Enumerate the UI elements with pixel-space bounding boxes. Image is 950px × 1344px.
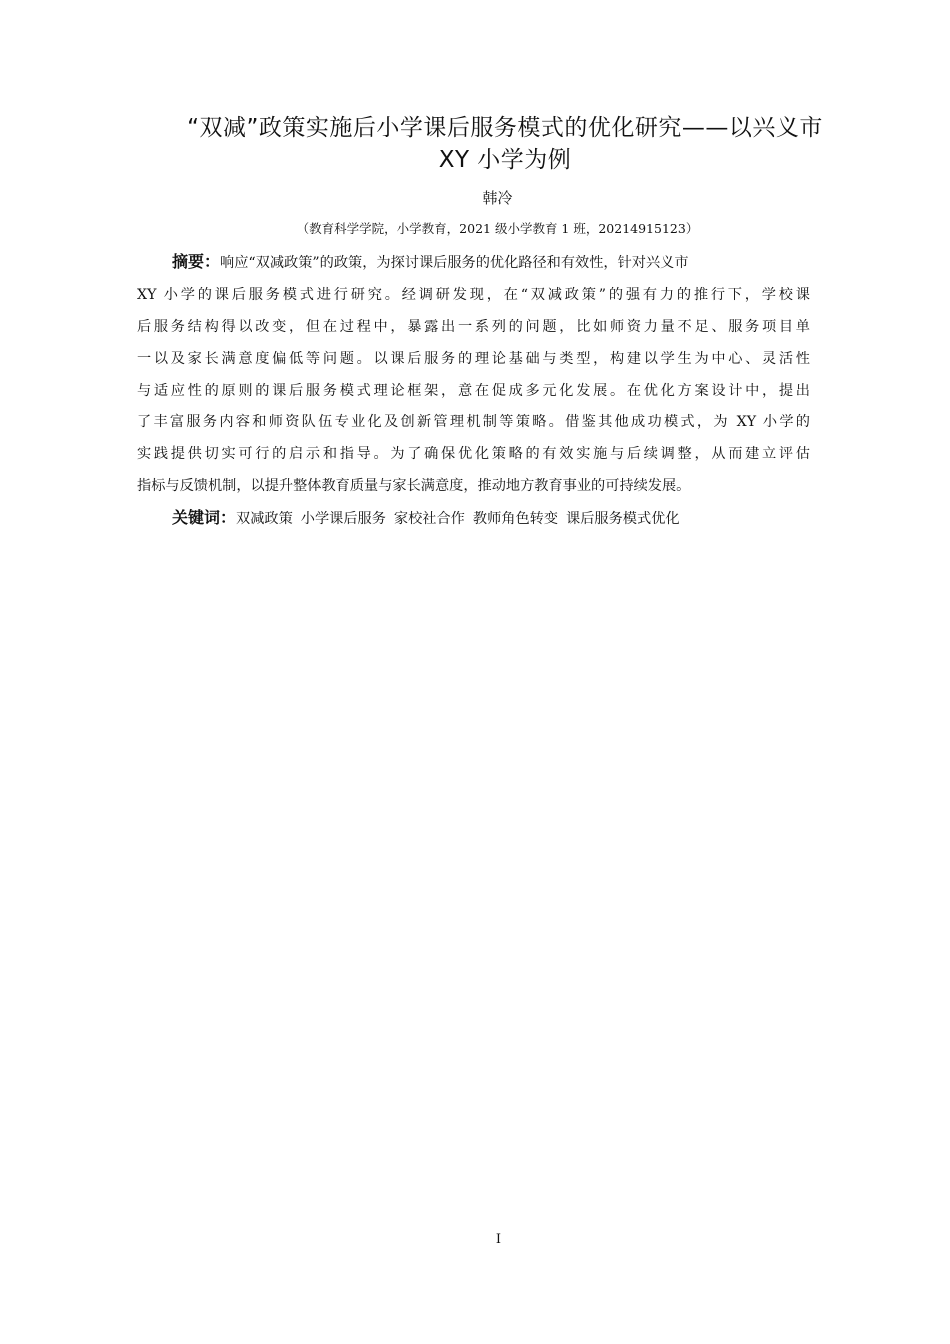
keywords [172, 506, 680, 531]
abstract-line-7: 实践提供切实可行的启示和指导。为了确保优化策略的有效实施与后续调整，从而建立评估 [137, 446, 810, 462]
author-name: 韩冷 [482, 189, 513, 207]
keywords-label: 关键词： [172, 508, 237, 527]
abstract-text-line-1: 响应“双减政策”的政策，为探讨课后服务的优化路径和有效性，针对兴义市 [220, 255, 689, 271]
page-number: I [495, 1232, 502, 1247]
abstract-line-2: XY 小学的课后服务模式进行研究。经调研发现，在“双减政策”的强有力的推行下，学校课 [137, 287, 810, 303]
keyword-item: 课后服务模式优化 [566, 511, 680, 527]
keyword-item: 教师角色转变 [472, 511, 559, 527]
keyword-item: 小学课后服务 [300, 511, 386, 527]
keyword-item: 家校社合作 [393, 511, 465, 527]
author-affiliation: （教育科学学院，小学教育，2021 级小学教育 1 班，20214915123） [296, 221, 699, 236]
abstract-line-8: 指标与反馈机制，以提升整体教育质量与家长满意度，推动地方教育事业的可持续发展。 [137, 478, 691, 494]
abstract-line-4: 一以及家长满意度偏低等问题。以课后服务的理论基础与类型，构建以学生为中心、灵活性 [137, 351, 810, 367]
paper-title-line-1: “双减”政策实施后小学课后服务模式的优化研究——以兴义市 [187, 115, 823, 141]
abstract-line-1 [172, 250, 798, 275]
keyword-item: 双减政策 [236, 511, 293, 527]
paper-title-line-2: XY 小学为例 [438, 147, 572, 173]
abstract-label: 摘要： [172, 252, 221, 271]
abstract-line-6: 了丰富服务内容和师资队伍专业化及创新管理机制等策略。借鉴其他成功模式，为 XY 小学的 [137, 414, 810, 430]
abstract-line-3: 后服务结构得以改变，但在过程中，暴露出一系列的问题，比如师资力量不足、服务项目单 [137, 319, 810, 335]
paper-title [110, 112, 900, 176]
abstract-line-5: 与适应性的原则的课后服务模式理论框架，意在促成多元化发展。在优化方案设计中，提出 [137, 383, 810, 399]
